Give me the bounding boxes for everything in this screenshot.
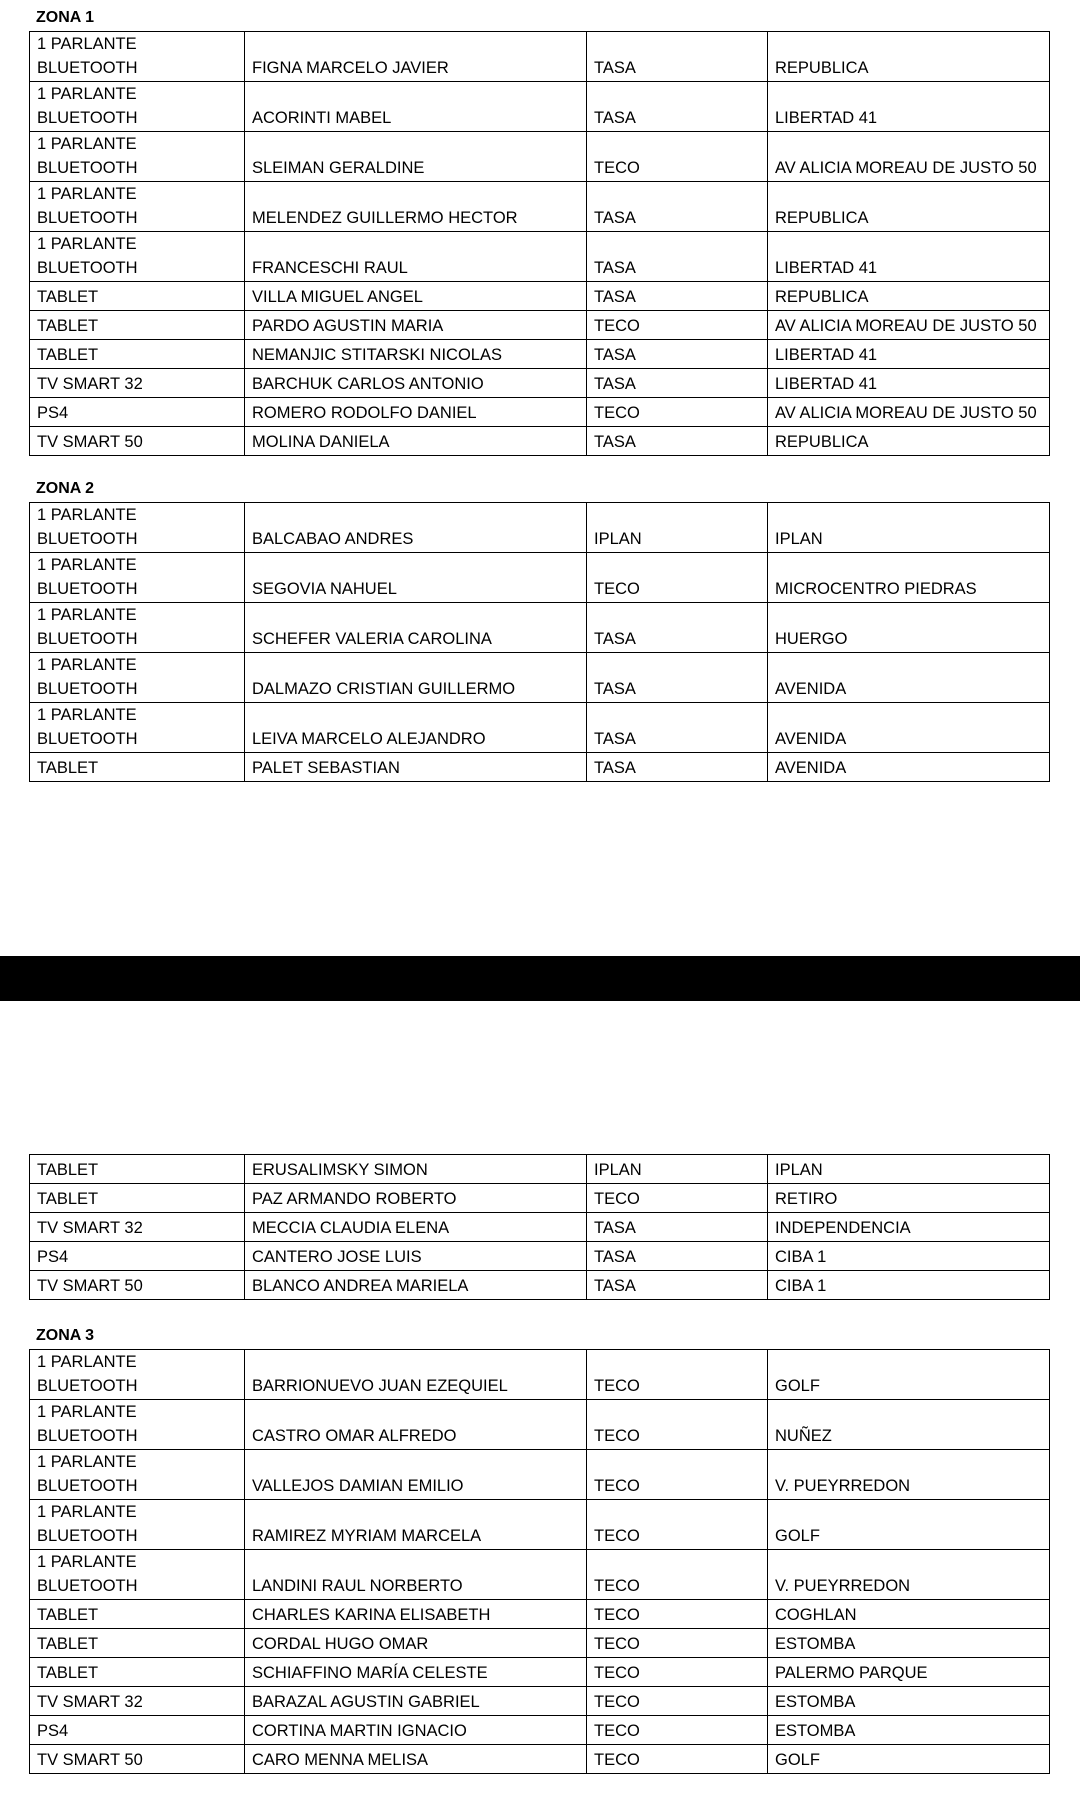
- location-cell: GOLF: [768, 1745, 1050, 1774]
- name-cell: BARCHUK CARLOS ANTONIO: [245, 369, 587, 398]
- location-cell: CIBA 1: [768, 1271, 1050, 1300]
- name-cell: PALET SEBASTIAN: [245, 753, 587, 782]
- name-cell: RAMIREZ MYRIAM MARCELA: [245, 1500, 587, 1550]
- location-cell: REPUBLICA: [768, 282, 1050, 311]
- item-cell: [30, 1687, 245, 1716]
- company-cell: TECO: [587, 1500, 768, 1550]
- item-cell: [30, 703, 245, 753]
- location-cell: PALERMO PARQUE: [768, 1658, 1050, 1687]
- item-cell: [30, 82, 245, 132]
- name-cell: FIGNA MARCELO JAVIER: [245, 32, 587, 82]
- table-row: [30, 703, 1050, 753]
- item-text: TABLET: [37, 1606, 99, 1624]
- zone-2-continued-table: [29, 1154, 1050, 1300]
- item-text: TV SMART 50: [37, 1277, 143, 1295]
- item-text: BLUETOOTH: [37, 580, 138, 598]
- table-row: [30, 32, 1050, 82]
- item-text: BLUETOOTH: [37, 159, 138, 177]
- table-row: [30, 1450, 1050, 1500]
- item-text: 1 PARLANTE: [37, 85, 137, 103]
- item-cell: [30, 503, 245, 553]
- location-cell: AV ALICIA MOREAU DE JUSTO 50: [768, 311, 1050, 340]
- company-cell: TASA: [587, 653, 768, 703]
- company-cell: TECO: [587, 311, 768, 340]
- table-row: [30, 311, 1050, 340]
- item-text: TABLET: [37, 1190, 99, 1208]
- item-cell: [30, 1658, 245, 1687]
- name-cell: PARDO AGUSTIN MARIA: [245, 311, 587, 340]
- table-row: [30, 1271, 1050, 1300]
- zone-title: ZONA 2: [36, 480, 95, 497]
- company-cell: TECO: [587, 1350, 768, 1400]
- name-cell: MOLINA DANIELA: [245, 427, 587, 456]
- item-cell: [30, 369, 245, 398]
- item-cell: [30, 1242, 245, 1271]
- zone-2-table: [29, 502, 1050, 782]
- name-cell: LANDINI RAUL NORBERTO: [245, 1550, 587, 1600]
- location-cell: RETIRO: [768, 1184, 1050, 1213]
- company-cell: TASA: [587, 703, 768, 753]
- item-text: TV SMART 32: [37, 1219, 143, 1237]
- name-cell: LEIVA MARCELO ALEJANDRO: [245, 703, 587, 753]
- location-cell: HUERGO: [768, 603, 1050, 653]
- item-cell: [30, 553, 245, 603]
- item-text: 1 PARLANTE: [37, 1453, 137, 1471]
- item-text: 1 PARLANTE: [37, 1353, 137, 1371]
- item-text: 1 PARLANTE: [37, 506, 137, 524]
- item-cell: [30, 1600, 245, 1629]
- item-cell: [30, 1450, 245, 1500]
- table-row: [30, 282, 1050, 311]
- name-cell: BLANCO ANDREA MARIELA: [245, 1271, 587, 1300]
- item-text: BLUETOOTH: [37, 1377, 138, 1395]
- table-row: [30, 553, 1050, 603]
- table-row: [30, 1745, 1050, 1774]
- name-cell: DALMAZO CRISTIAN GUILLERMO: [245, 653, 587, 703]
- item-text: 1 PARLANTE: [37, 1553, 137, 1571]
- zone-title: ZONA 1: [36, 9, 95, 26]
- table-row: [30, 1550, 1050, 1600]
- name-cell: ROMERO RODOLFO DANIEL: [245, 398, 587, 427]
- company-cell: TASA: [587, 282, 768, 311]
- item-text: BLUETOOTH: [37, 530, 138, 548]
- name-cell: VILLA MIGUEL ANGEL: [245, 282, 587, 311]
- item-cell: [30, 603, 245, 653]
- location-cell: REPUBLICA: [768, 427, 1050, 456]
- name-cell: SCHEFER VALERIA CAROLINA: [245, 603, 587, 653]
- item-text: 1 PARLANTE: [37, 35, 137, 53]
- location-cell: LIBERTAD 41: [768, 340, 1050, 369]
- location-cell: V. PUEYRREDON: [768, 1550, 1050, 1600]
- item-cell: [30, 1550, 245, 1600]
- item-cell: [30, 427, 245, 456]
- table-row: [30, 603, 1050, 653]
- location-cell: IPLAN: [768, 1155, 1050, 1184]
- company-cell: TASA: [587, 182, 768, 232]
- table-row: [30, 1242, 1050, 1271]
- location-cell: LIBERTAD 41: [768, 82, 1050, 132]
- item-text: PS4: [37, 404, 69, 422]
- item-text: 1 PARLANTE: [37, 135, 137, 153]
- location-cell: V. PUEYRREDON: [768, 1450, 1050, 1500]
- item-cell: [30, 282, 245, 311]
- item-cell: [30, 311, 245, 340]
- location-cell: LIBERTAD 41: [768, 232, 1050, 282]
- table-row: [30, 1400, 1050, 1450]
- company-cell: TECO: [587, 553, 768, 603]
- company-cell: TASA: [587, 369, 768, 398]
- name-cell: MELENDEZ GUILLERMO HECTOR: [245, 182, 587, 232]
- item-text: 1 PARLANTE: [37, 556, 137, 574]
- name-cell: NEMANJIC STITARSKI NICOLAS: [245, 340, 587, 369]
- item-text: BLUETOOTH: [37, 259, 138, 277]
- item-text: TABLET: [37, 1161, 99, 1179]
- company-cell: TASA: [587, 1271, 768, 1300]
- location-cell: NUÑEZ: [768, 1400, 1050, 1450]
- location-cell: ESTOMBA: [768, 1716, 1050, 1745]
- name-cell: CANTERO JOSE LUIS: [245, 1242, 587, 1271]
- name-cell: MECCIA CLAUDIA ELENA: [245, 1213, 587, 1242]
- table-row: [30, 82, 1050, 132]
- name-cell: PAZ ARMANDO ROBERTO: [245, 1184, 587, 1213]
- item-text: 1 PARLANTE: [37, 656, 137, 674]
- location-cell: INDEPENDENCIA: [768, 1213, 1050, 1242]
- page-divider-band: [0, 956, 1080, 1001]
- table-row: [30, 340, 1050, 369]
- item-text: TABLET: [37, 317, 99, 335]
- company-cell: TECO: [587, 1600, 768, 1629]
- table-row: [30, 1500, 1050, 1550]
- item-text: TABLET: [37, 1635, 99, 1653]
- location-cell: ESTOMBA: [768, 1629, 1050, 1658]
- company-cell: TASA: [587, 340, 768, 369]
- company-cell: TECO: [587, 398, 768, 427]
- item-text: 1 PARLANTE: [37, 606, 137, 624]
- company-cell: TECO: [587, 1687, 768, 1716]
- name-cell: VALLEJOS DAMIAN EMILIO: [245, 1450, 587, 1500]
- item-text: BLUETOOTH: [37, 730, 138, 748]
- item-text: BLUETOOTH: [37, 59, 138, 77]
- location-cell: AVENIDA: [768, 653, 1050, 703]
- item-text: BLUETOOTH: [37, 1477, 138, 1495]
- item-text: 1 PARLANTE: [37, 1403, 137, 1421]
- table-row: [30, 753, 1050, 782]
- item-cell: [30, 1155, 245, 1184]
- location-cell: GOLF: [768, 1350, 1050, 1400]
- name-cell: SLEIMAN GERALDINE: [245, 132, 587, 182]
- company-cell: TECO: [587, 1550, 768, 1600]
- table-row: [30, 503, 1050, 553]
- table-row: [30, 427, 1050, 456]
- item-cell: [30, 1745, 245, 1774]
- table-row: [30, 1687, 1050, 1716]
- location-cell: AVENIDA: [768, 703, 1050, 753]
- company-cell: TASA: [587, 753, 768, 782]
- item-cell: [30, 1350, 245, 1400]
- table-row: [30, 1184, 1050, 1213]
- name-cell: BALCABAO ANDRES: [245, 503, 587, 553]
- table-row: [30, 1716, 1050, 1745]
- table-row: [30, 1155, 1050, 1184]
- zone-title: ZONA 3: [36, 1327, 95, 1344]
- item-cell: [30, 1184, 245, 1213]
- item-text: PS4: [37, 1248, 69, 1266]
- item-text: 1 PARLANTE: [37, 235, 137, 253]
- company-cell: IPLAN: [587, 1155, 768, 1184]
- item-text: BLUETOOTH: [37, 680, 138, 698]
- table-row: [30, 1350, 1050, 1400]
- company-cell: IPLAN: [587, 503, 768, 553]
- item-text: BLUETOOTH: [37, 1527, 138, 1545]
- item-text: 1 PARLANTE: [37, 1503, 137, 1521]
- company-cell: TASA: [587, 427, 768, 456]
- location-cell: LIBERTAD 41: [768, 369, 1050, 398]
- name-cell: BARRIONUEVO JUAN EZEQUIEL: [245, 1350, 587, 1400]
- item-text: TABLET: [37, 346, 99, 364]
- location-cell: REPUBLICA: [768, 182, 1050, 232]
- item-cell: [30, 1629, 245, 1658]
- item-text: TV SMART 50: [37, 433, 143, 451]
- item-text: TABLET: [37, 288, 99, 306]
- item-cell: [30, 1213, 245, 1242]
- table-row: [30, 1600, 1050, 1629]
- company-cell: TECO: [587, 1716, 768, 1745]
- company-cell: TECO: [587, 1450, 768, 1500]
- table-row: [30, 1629, 1050, 1658]
- company-cell: TASA: [587, 1213, 768, 1242]
- company-cell: TECO: [587, 132, 768, 182]
- company-cell: TECO: [587, 1400, 768, 1450]
- company-cell: TECO: [587, 1629, 768, 1658]
- item-cell: [30, 340, 245, 369]
- name-cell: ERUSALIMSKY SIMON: [245, 1155, 587, 1184]
- item-text: BLUETOOTH: [37, 1577, 138, 1595]
- name-cell: CHARLES KARINA ELISABETH: [245, 1600, 587, 1629]
- item-cell: [30, 132, 245, 182]
- item-cell: [30, 1400, 245, 1450]
- table-row: [30, 653, 1050, 703]
- location-cell: CIBA 1: [768, 1242, 1050, 1271]
- item-cell: [30, 398, 245, 427]
- location-cell: COGHLAN: [768, 1600, 1050, 1629]
- item-cell: [30, 32, 245, 82]
- company-cell: TASA: [587, 232, 768, 282]
- location-cell: ESTOMBA: [768, 1687, 1050, 1716]
- location-cell: AVENIDA: [768, 753, 1050, 782]
- company-cell: TECO: [587, 1184, 768, 1213]
- name-cell: ACORINTI MABEL: [245, 82, 587, 132]
- company-cell: TECO: [587, 1658, 768, 1687]
- item-text: BLUETOOTH: [37, 209, 138, 227]
- location-cell: GOLF: [768, 1500, 1050, 1550]
- table-row: [30, 1213, 1050, 1242]
- name-cell: CARO MENNA MELISA: [245, 1745, 587, 1774]
- company-cell: TECO: [587, 1745, 768, 1774]
- item-cell: [30, 182, 245, 232]
- item-text: TV SMART 50: [37, 1751, 143, 1769]
- table-row: [30, 369, 1050, 398]
- table-row: [30, 132, 1050, 182]
- item-cell: [30, 753, 245, 782]
- location-cell: MICROCENTRO PIEDRAS: [768, 553, 1050, 603]
- item-text: TV SMART 32: [37, 375, 143, 393]
- table-row: [30, 398, 1050, 427]
- company-cell: TASA: [587, 1242, 768, 1271]
- zone-3-table: [29, 1349, 1050, 1774]
- item-cell: [30, 1716, 245, 1745]
- item-text: BLUETOOTH: [37, 630, 138, 648]
- location-cell: IPLAN: [768, 503, 1050, 553]
- location-cell: AV ALICIA MOREAU DE JUSTO 50: [768, 398, 1050, 427]
- table-row: [30, 1658, 1050, 1687]
- name-cell: FRANCESCHI RAUL: [245, 232, 587, 282]
- name-cell: CORDAL HUGO OMAR: [245, 1629, 587, 1658]
- item-text: TABLET: [37, 759, 99, 777]
- item-text: BLUETOOTH: [37, 1427, 138, 1445]
- item-cell: [30, 1500, 245, 1550]
- item-text: 1 PARLANTE: [37, 185, 137, 203]
- name-cell: SEGOVIA NAHUEL: [245, 553, 587, 603]
- table-row: [30, 182, 1050, 232]
- name-cell: SCHIAFFINO MARÍA CELESTE: [245, 1658, 587, 1687]
- item-cell: [30, 1271, 245, 1300]
- location-cell: AV ALICIA MOREAU DE JUSTO 50: [768, 132, 1050, 182]
- location-cell: REPUBLICA: [768, 32, 1050, 82]
- item-cell: [30, 653, 245, 703]
- item-text: PS4: [37, 1722, 69, 1740]
- zone-1-table: [29, 31, 1050, 456]
- item-text: 1 PARLANTE: [37, 706, 137, 724]
- name-cell: CASTRO OMAR ALFREDO: [245, 1400, 587, 1450]
- company-cell: TASA: [587, 82, 768, 132]
- item-cell: [30, 232, 245, 282]
- company-cell: TASA: [587, 603, 768, 653]
- item-text: BLUETOOTH: [37, 109, 138, 127]
- name-cell: CORTINA MARTIN IGNACIO: [245, 1716, 587, 1745]
- company-cell: TASA: [587, 32, 768, 82]
- item-text: TV SMART 32: [37, 1693, 143, 1711]
- name-cell: BARAZAL AGUSTIN GABRIEL: [245, 1687, 587, 1716]
- item-text: TABLET: [37, 1664, 99, 1682]
- table-row: [30, 232, 1050, 282]
